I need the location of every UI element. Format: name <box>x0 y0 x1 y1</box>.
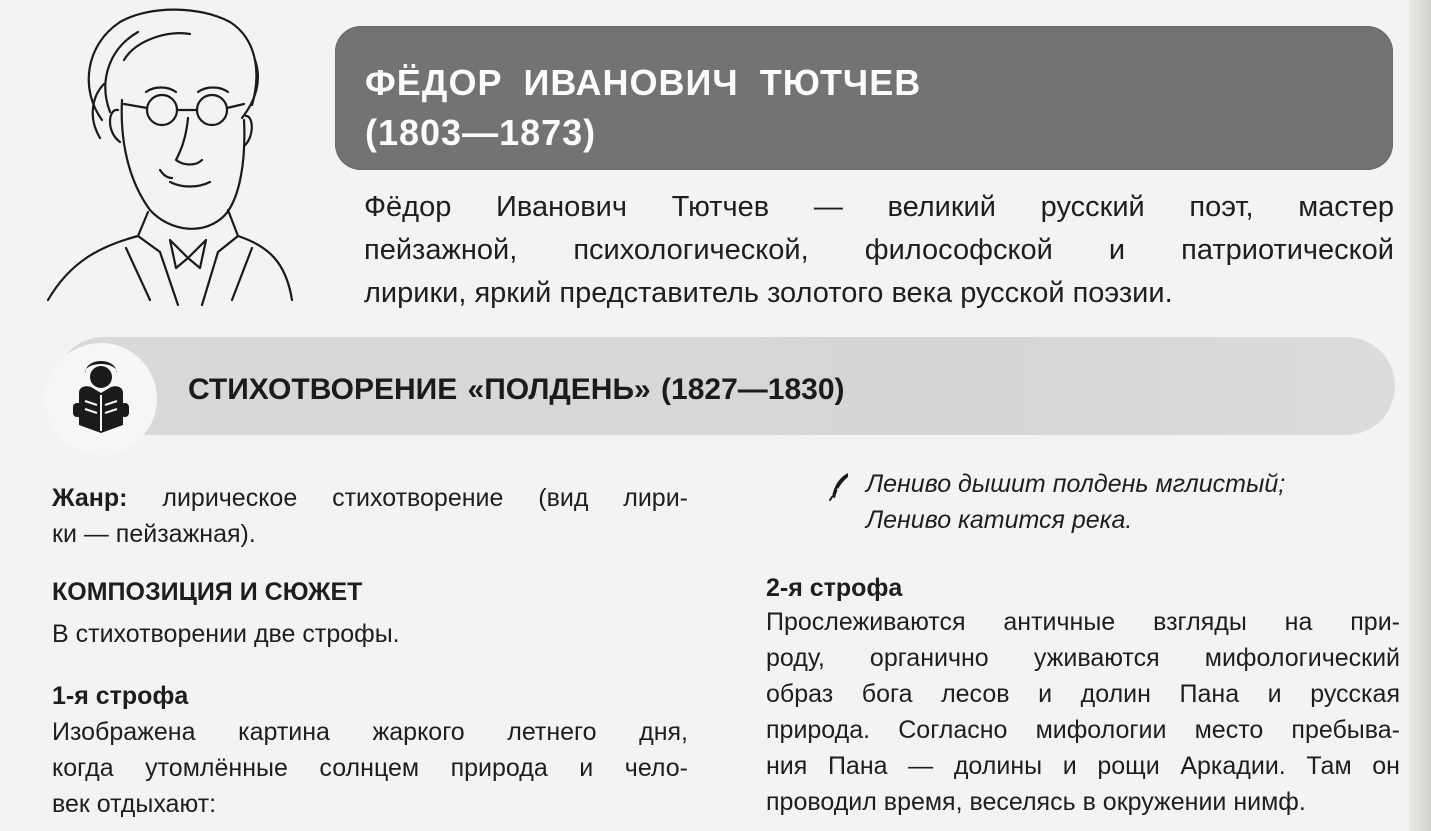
stanza1-line: век отдыхают: <box>52 790 217 818</box>
intro-line: лирики, яркий представитель золотого века русской поэзии. <box>364 277 1173 309</box>
stanza2-line: проводил время, веселясь в окружении нимф. <box>766 788 1306 816</box>
reader-badge <box>45 343 157 455</box>
genre-paragraph <box>52 480 688 552</box>
stanza1-line: когда утомлённые солнцем природа и чело- <box>52 754 688 782</box>
stanza2-paragraph <box>766 604 1400 820</box>
stanza1-heading: 1-я строфа <box>52 682 189 710</box>
composition-heading: КОМПОЗИЦИЯ И СЮЖЕТ <box>52 578 363 606</box>
poet-life-years: (1803—1873) <box>365 112 597 153</box>
title-banner <box>335 26 1393 170</box>
quote-line: Лениво дышит полдень мглистый; <box>866 470 1286 498</box>
poet-name-title: ФЁДОР ИВАНОВИЧ ТЮТЧЕВ <box>365 62 922 103</box>
stanza2-line: образ бога лесов и долин Пана и русская <box>766 680 1400 708</box>
stanza2-line: природа. Согласно мифологии место пребыва- <box>766 716 1400 744</box>
quote-line: Лениво катится река. <box>866 506 1133 534</box>
intro-line: Фёдор Иванович Тютчев — великий русский поэт, мастер <box>364 191 1394 223</box>
reading-person-icon <box>45 343 157 455</box>
section-title: СТИХОТВОРЕНИЕ «ПОЛДЕНЬ» (1827—1830) <box>188 373 845 406</box>
stanza1-line: Изображена картина жаркого летнего дня, <box>52 718 688 746</box>
composition-line: В стихотворении две строфы. <box>52 620 400 648</box>
genre-line: ки — пейзажная). <box>52 520 256 548</box>
quill-pen-icon <box>828 471 852 501</box>
composition-text <box>52 616 688 652</box>
genre-text: лирическое стихотворение (вид лири- <box>162 484 688 512</box>
poet-portrait-icon <box>40 0 300 310</box>
genre-label: Жанр: <box>52 484 128 512</box>
intro-paragraph <box>364 186 1394 315</box>
stanza1-paragraph <box>52 714 688 822</box>
genre-line <box>52 480 688 516</box>
stanza2-line: ния Пана — долины и рощи Аркадии. Там он <box>766 752 1400 780</box>
poem-quote <box>866 466 1285 538</box>
intro-line: пейзажной, психологической, философской и патриотической <box>364 234 1394 266</box>
stanza2-heading: 2-я строфа <box>766 574 903 602</box>
stanza2-line: Прослеживаются античные взгляды на при- <box>766 608 1400 636</box>
page-edge-shadow <box>1409 0 1431 831</box>
stanza2-line: роду, органично уживаются мифологический <box>766 644 1400 672</box>
